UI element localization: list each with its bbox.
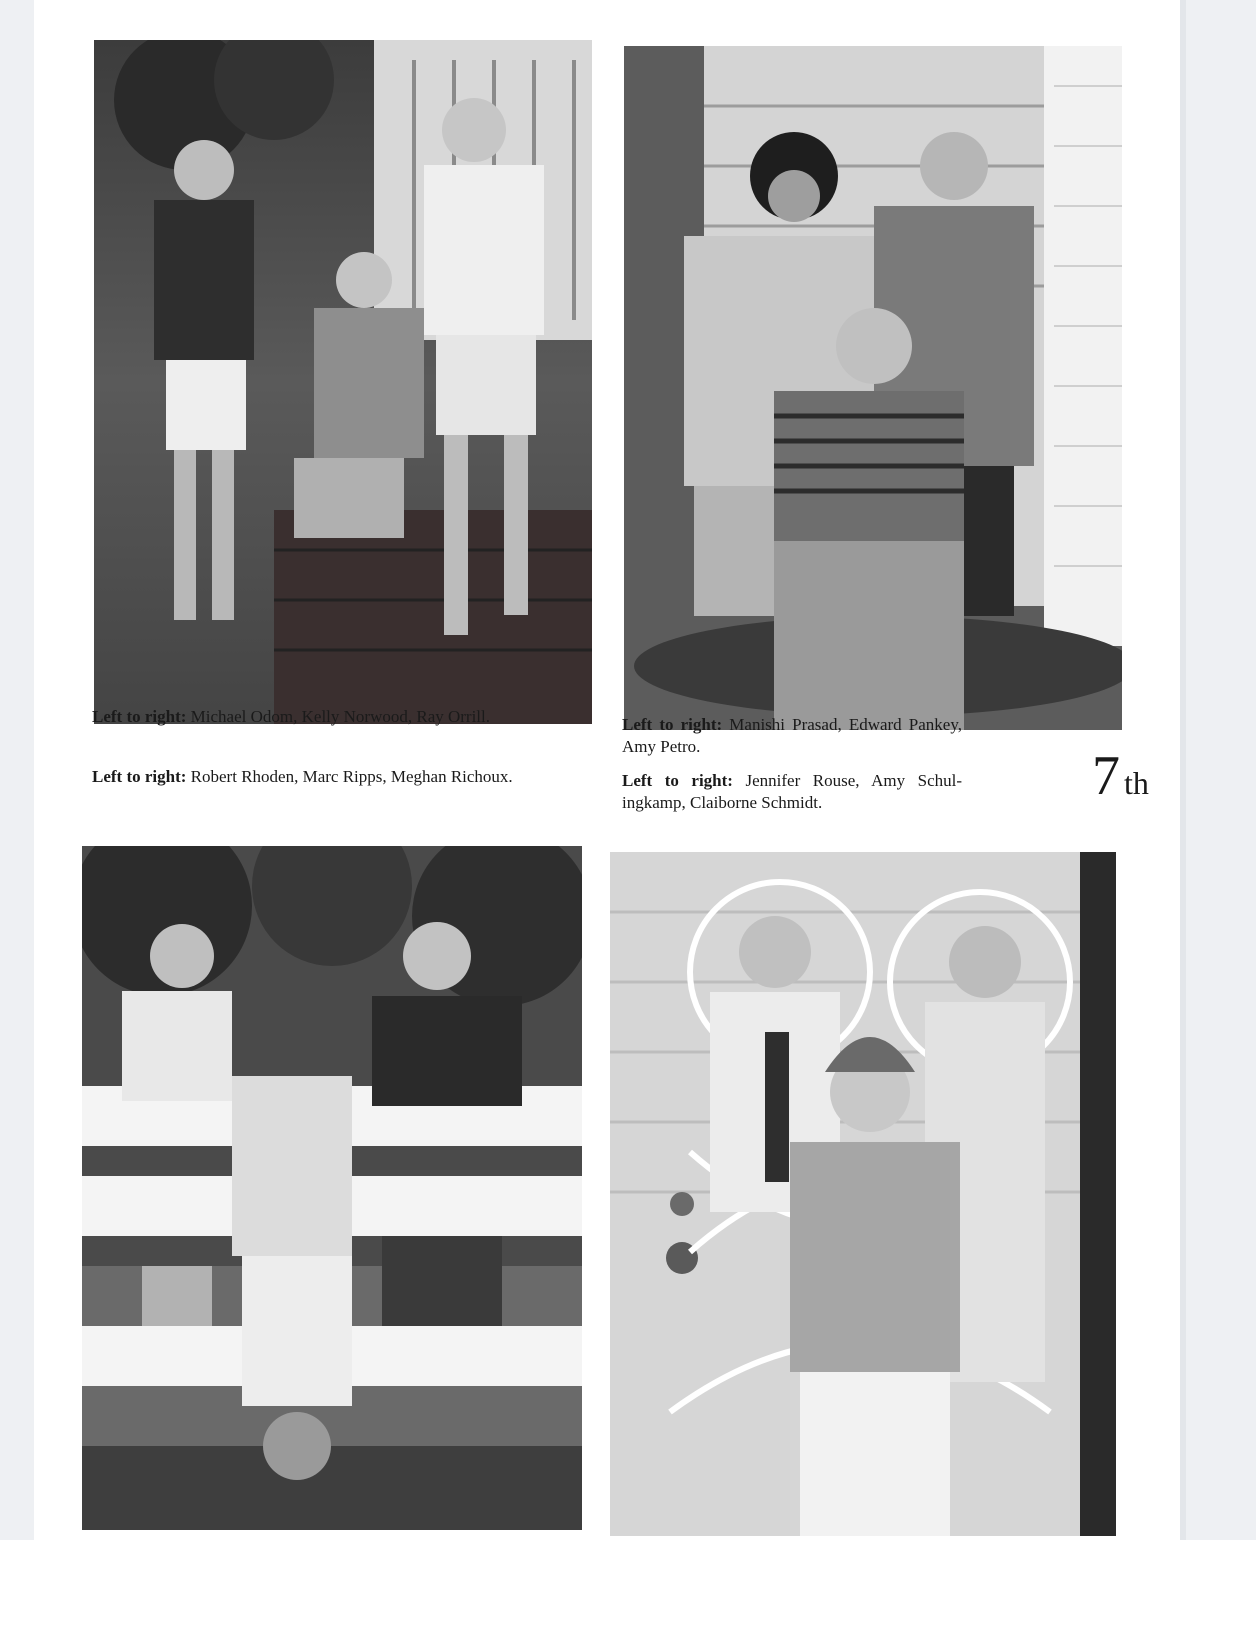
caption-names: Jennifer Rouse, Amy Schul-ingkamp, Claiborne Schmidt. — [622, 771, 963, 812]
caption-names: Manishi Prasad, Edward Pankey, Amy Petro. — [622, 715, 962, 756]
caption-names: Michael Odom, Kelly Norwood, Ray Orrill. — [190, 707, 491, 726]
caption-photo-2 — [622, 714, 962, 758]
caption-lead: Left to right: — [622, 771, 733, 790]
caption-lead: Left to right: — [92, 767, 187, 786]
grade-label — [1092, 745, 1149, 807]
photo-prasad-pankey-petro — [624, 46, 1122, 730]
grade-suffix: th — [1124, 765, 1149, 801]
caption-lead: Left to right: — [622, 715, 723, 734]
caption-photo-4 — [622, 770, 962, 814]
caption-photo-1 — [92, 706, 592, 728]
scan-margin — [0, 1540, 1256, 1626]
photo-rhoden-ripps-richoux — [82, 846, 582, 1530]
caption-lead: Left to right: — [92, 707, 187, 726]
photo-odom-norwood-orrill — [94, 40, 592, 724]
caption-photo-3 — [92, 766, 592, 788]
yearbook-page — [34, 0, 1186, 1540]
photo-rouse-schulingkamp-schmidt — [610, 852, 1116, 1536]
caption-names: Robert Rhoden, Marc Ripps, Meghan Richoux. — [190, 767, 513, 786]
grade-number: 7 — [1092, 745, 1120, 807]
